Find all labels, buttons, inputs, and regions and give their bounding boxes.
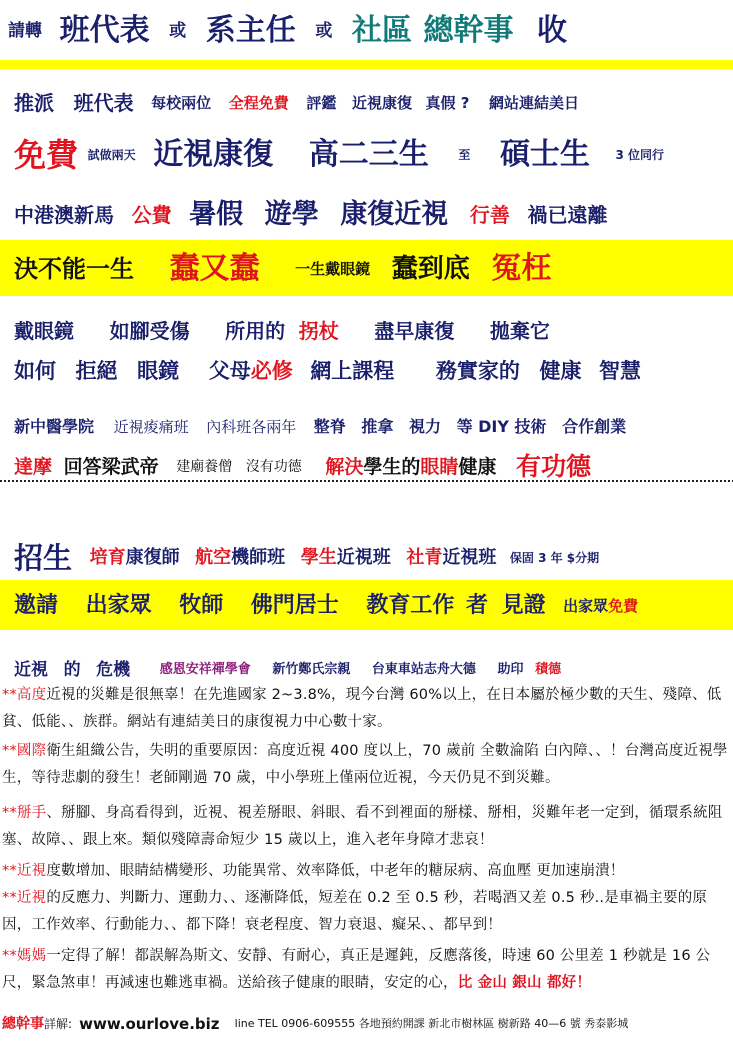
header-director: 總幹事 <box>423 12 514 48</box>
promo-foolish-end: 蠢到底 <box>391 253 470 284</box>
body-recover-soon: 盡早康復 <box>374 318 455 343</box>
sponsor-zheng-clan: 新竹鄭氏宗親 <box>272 661 351 677</box>
enroll-monastics-small: 出家眾 <box>563 596 609 615</box>
enroll-student: 學生 <box>300 546 337 568</box>
enroll-aviation: 航空 <box>195 546 232 568</box>
footer-line <box>0 1010 733 1036</box>
body-damo: 達摩 <box>14 455 53 478</box>
body-glasses: 眼鏡 <box>137 358 180 383</box>
body-eye-health: 健康 <box>458 455 497 478</box>
promo-foolish: 蠢又蠢 <box>169 250 260 286</box>
body-required: 必修 <box>250 358 293 383</box>
promo-disaster-gone: 禍已遠離 <box>527 202 608 227</box>
body-used: 所用的 <box>225 318 286 343</box>
promo-charity: 行善 <box>469 202 510 227</box>
body-line-5 <box>0 313 733 347</box>
enroll-recruit: 招生 <box>14 540 73 575</box>
paragraph-5-lead: **近視 <box>2 890 47 906</box>
promo-myopia-recovery-big: 近視康復 <box>153 136 274 172</box>
promo-nominate: 推派 <box>14 90 54 115</box>
warning-paragraph-4 <box>2 858 732 885</box>
enroll-myopia-class: 近視班 <box>336 546 391 568</box>
body-has-merit: 有功德 <box>515 451 591 481</box>
enroll-pastors: 牧師 <box>179 592 224 618</box>
body-pragmatic: 務實家的 <box>435 358 520 383</box>
footer-details-label: 詳解: <box>44 1016 73 1031</box>
header-or-1: 或 <box>169 20 187 41</box>
body-vision: 視力 <box>408 416 441 436</box>
paragraph-6-tail: 比 金山 銀山 都好！ <box>457 975 592 991</box>
promo-recover-myopia: 康復近視 <box>340 198 449 230</box>
body-cooperate: 合作創業 <box>562 416 627 436</box>
warning-paragraph-1 <box>2 682 732 736</box>
header-line <box>0 2 733 58</box>
enroll-lay-buddhists: 佛門居士 <box>250 592 339 618</box>
body-discard: 拋棄它 <box>489 318 550 343</box>
body-eyes: 眼睛 <box>420 455 459 478</box>
promo-public-fund: 公費 <box>131 202 172 227</box>
promo-three-companions: 3 位同行 <box>615 147 665 162</box>
enroll-pilot-class: 機師班 <box>231 546 286 568</box>
body-build-temple: 建廟養僧 <box>176 458 233 475</box>
body-line-6 <box>0 352 733 388</box>
footer-website-link[interactable]: www.ourlove.biz <box>79 1014 220 1033</box>
enroll-free: 免費 <box>608 596 639 615</box>
promo-evaluate: 評鑑 <box>306 93 337 112</box>
paragraph-4-lead: **近視 <box>2 863 47 879</box>
paragraph-5-text: 的反應力、判斷力、運動力、、逐漸降低，短差在 0.2 至 0.5 秒，若喝酒又差 0.5 秒..是車禍主要的原因，工作效率、行動能力、、都下降！衰老程度、智力衰退、癡呆、、都早到！ <box>2 890 708 933</box>
header-or-2: 或 <box>315 20 333 41</box>
promo-two-per-school: 每校兩位 <box>151 93 212 112</box>
header-rule <box>0 60 733 69</box>
enroll-youth: 社青 <box>406 546 443 568</box>
header-community: 社區 <box>351 12 412 48</box>
promo-website-link: 網站連結美日 <box>489 93 580 112</box>
body-new-tcm-college: 新中醫學院 <box>14 416 95 436</box>
header-class-rep: 班代表 <box>59 12 150 48</box>
body-foot-injury: 如腳受傷 <box>109 318 190 343</box>
promo-summer: 暑假 <box>189 198 244 230</box>
body-no-merit: 沒有功德 <box>245 458 302 475</box>
body-massage: 推拿 <box>361 416 394 436</box>
paragraph-6-text: 一定得了解！都誤解為斯文、安靜、有耐心，真正是遲鈍，反應落後，時速 60 公里差 1 秒就是 16 公尺，緊急煞車！再減速也難逃車禍。送給孩子健康的眼睛，安定的心， <box>2 948 711 991</box>
paragraph-4-text: 度數增加、眼睛結構變形、功能異常、效率降低，中老年的糖尿病、高血壓 更加速崩潰！ <box>46 863 625 879</box>
body-health: 健康 <box>539 358 582 383</box>
body-diy-tech: 等 DIY 技術 <box>456 416 547 436</box>
crisis-myopia: 近視 <box>14 659 48 680</box>
enroll-those: 者 <box>465 592 488 618</box>
body-students: 學生的 <box>363 455 421 478</box>
enroll-line-11 <box>0 655 733 683</box>
paragraph-3-lead: **掰手 <box>2 805 47 821</box>
paragraph-2-text: 衛生組織公告，失明的重要原因：高度近視 400 度以上，70 歲前 全數淪陷 白內障、、！台灣高度近視學生，等待悲劇的發生！老師剛過 70 歲，中小學班上僅兩位近視，今天仍見不到災難。 <box>2 743 728 786</box>
paragraph-3-text: 、掰腳、身高看得到，近視、視差掰眼、斜眼、看不到裡面的掰樣、掰相，災難年老一定到，循環系統阻塞、故障、、跟上來。類似殘障壽命短少 15 歲以上，進入老年身障才悲哀！ <box>2 805 723 848</box>
paragraph-1-lead: **高度 <box>2 687 47 703</box>
enroll-line-9 <box>0 535 733 579</box>
promo-free: 免費 <box>14 135 79 174</box>
body-line-7 <box>0 411 733 441</box>
warning-paragraph-6 <box>2 943 732 997</box>
body-chiro: 整脊 <box>313 416 346 436</box>
dotted-separator <box>0 480 733 482</box>
header-forward: 請轉 <box>8 20 42 41</box>
promo-class-rep: 班代表 <box>73 90 134 115</box>
body-wear-glasses: 戴眼鏡 <box>14 318 74 343</box>
warning-paragraph-3 <box>2 800 732 854</box>
enroll-line-10 <box>0 580 733 630</box>
crisis-danger: 危機 <box>96 659 131 680</box>
warning-paragraph-2 <box>2 738 732 792</box>
promo-lifetime-glasses: 一生戴眼鏡 <box>295 259 371 278</box>
crisis-of: 的 <box>63 659 81 680</box>
body-solve: 解決 <box>325 455 364 478</box>
sponsor-zen-society: 感恩安祥禪學會 <box>159 661 251 677</box>
paragraph-2-lead: **國際 <box>2 743 47 759</box>
body-internal-class: 內科班各兩年 <box>206 417 297 436</box>
body-refuse: 拒絕 <box>75 358 118 383</box>
paragraph-6-lead: **媽媽 <box>2 948 47 964</box>
body-myopia-class: 近視痠痛班 <box>113 417 189 436</box>
enroll-monastics: 出家眾 <box>85 592 152 618</box>
promo-line-1 <box>0 85 733 119</box>
enroll-therapist: 康復師 <box>125 546 180 568</box>
sponsor-taitung-station: 台東車站志舟大德 <box>371 661 476 677</box>
promo-study-tour: 遊學 <box>264 198 319 230</box>
promo-trial-two-days: 試做兩天 <box>87 147 136 162</box>
sponsor-merit: 積德 <box>535 661 562 677</box>
promo-line-3 <box>0 192 733 236</box>
promo-line-2 <box>0 128 733 180</box>
body-answer-emperor: 回答梁武帝 <box>63 455 159 478</box>
body-how: 如何 <box>14 358 56 383</box>
enroll-train: 培育 <box>89 546 126 568</box>
body-parents: 父母 <box>208 358 251 383</box>
promo-true-false: 真假 ? <box>425 93 470 112</box>
body-crutch: 拐杖 <box>298 318 339 343</box>
body-online-course: 網上課程 <box>310 358 395 383</box>
header-dept-head: 系主任 <box>205 12 296 48</box>
enroll-warranty: 保固 3 年 $分期 <box>509 550 600 565</box>
enroll-invite: 邀請 <box>14 592 59 618</box>
warning-paragraph-5 <box>2 885 732 939</box>
footer-director: 總幹事 <box>2 1015 44 1032</box>
enroll-youth-myopia-class: 近視班 <box>442 546 497 568</box>
promo-masters: 碩士生 <box>499 136 590 172</box>
footer-contact-info: line TEL 0906-609555 各地預約開課 新北市樹林區 樹新路 40—6 號 秀泰影城 <box>234 1016 629 1030</box>
enroll-educators: 教育工作 <box>366 592 455 618</box>
promo-myopia-recovery: 近視康復 <box>351 93 412 112</box>
promo-to: 至 <box>458 147 471 162</box>
sponsor-print-aid: 助印 <box>497 661 524 677</box>
promo-all-free: 全程免費 <box>228 93 289 112</box>
promo-line-4 <box>0 240 733 296</box>
promo-never-life: 決不能一生 <box>14 254 134 283</box>
header-receive: 收 <box>537 12 568 48</box>
promo-grade-range: 高二三生 <box>308 136 429 172</box>
paragraph-1-text: 近視的災難是很無辜！在先進國家 2~3.8%，現今台灣 60%以上，在日本屬於極少數的天生、殘障、低貧、低能、、族群。網站有連結美日的康復視力中心數十家。 <box>2 687 722 730</box>
enroll-testify: 見證 <box>501 592 546 618</box>
body-wisdom: 智慧 <box>599 358 642 383</box>
promo-regions: 中港澳新馬 <box>14 202 114 227</box>
promo-wrongful: 冤枉 <box>491 250 552 286</box>
